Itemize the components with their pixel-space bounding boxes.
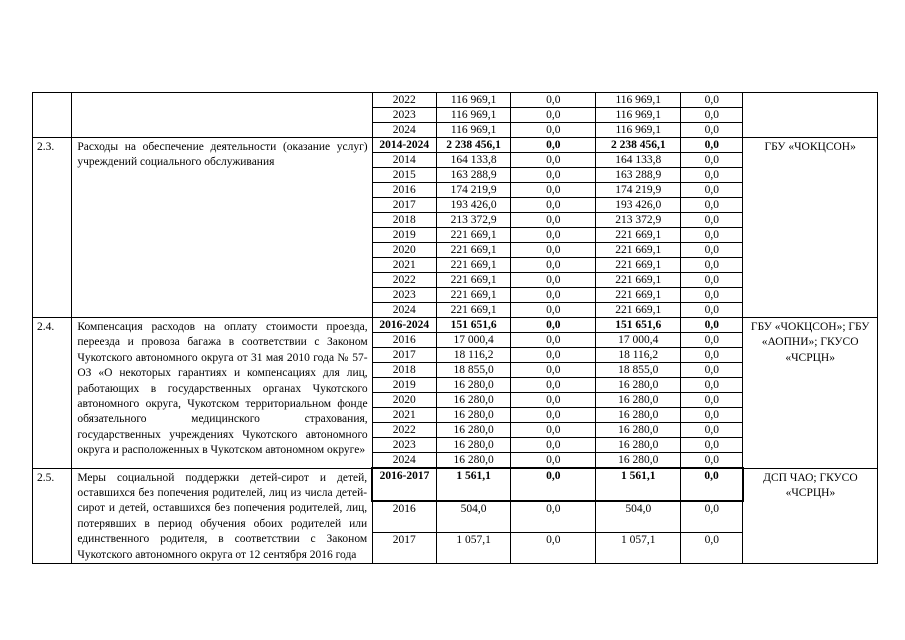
other-sources-cell: 0,0 [681, 243, 743, 258]
regional-budget-cell: 221 669,1 [596, 258, 681, 273]
regional-budget-cell: 16 280,0 [596, 453, 681, 469]
other-sources-cell: 0,0 [681, 213, 743, 228]
regional-budget-cell: 16 280,0 [596, 408, 681, 423]
other-sources-cell: 0,0 [681, 183, 743, 198]
federal-budget-cell: 0,0 [511, 108, 596, 123]
year-cell: 2023 [372, 288, 436, 303]
federal-budget-cell: 0,0 [511, 438, 596, 453]
regional-budget-cell: 151 651,6 [596, 318, 681, 333]
other-sources-cell: 0,0 [681, 303, 743, 318]
federal-budget-cell: 0,0 [511, 501, 596, 533]
year-cell: 2023 [372, 438, 436, 453]
federal-budget-cell: 0,0 [511, 378, 596, 393]
total-cell: 221 669,1 [436, 228, 511, 243]
total-cell: 1 561,1 [436, 468, 511, 501]
year-cell: 2024 [372, 453, 436, 469]
item-number [33, 93, 72, 138]
year-cell: 2014 [372, 153, 436, 168]
other-sources-cell: 0,0 [681, 348, 743, 363]
executor-cell: ГБУ «ЧОКЦСОН» [743, 138, 878, 318]
other-sources-cell: 0,0 [681, 123, 743, 138]
document-page [32, 92, 878, 564]
total-cell: 151 651,6 [436, 318, 511, 333]
total-cell: 193 426,0 [436, 198, 511, 213]
total-cell: 16 280,0 [436, 453, 511, 469]
federal-budget-cell: 0,0 [511, 153, 596, 168]
federal-budget-cell: 0,0 [511, 393, 596, 408]
year-cell: 2022 [372, 273, 436, 288]
executor-cell: ДСП ЧАО; ГКУСО «ЧСРЦН» [743, 468, 878, 563]
regional-budget-cell: 17 000,4 [596, 333, 681, 348]
other-sources-cell: 0,0 [681, 438, 743, 453]
regional-budget-cell: 221 669,1 [596, 273, 681, 288]
total-cell: 16 280,0 [436, 408, 511, 423]
other-sources-cell: 0,0 [681, 93, 743, 108]
year-cell: 2023 [372, 108, 436, 123]
federal-budget-cell: 0,0 [511, 183, 596, 198]
year-cell: 2017 [372, 198, 436, 213]
year-cell: 2020 [372, 393, 436, 408]
other-sources-cell: 0,0 [681, 378, 743, 393]
year-cell: 2019 [372, 378, 436, 393]
federal-budget-cell: 0,0 [511, 258, 596, 273]
total-cell: 1 057,1 [436, 533, 511, 564]
year-cell: 2018 [372, 213, 436, 228]
other-sources-cell: 0,0 [681, 108, 743, 123]
item-description: Компенсация расходов на оплату стоимости проезда, переезда и провоза багажа в соответствии с Законом Чукотского автономного округа от 31 мая 2010 года № 57-ОЗ «О некоторых гарантиях и компенсациях для лиц, работающих в государственных органах Чукотского автономного округа, Чукотском территориальном фонде обязательного медицинского страхования, государственных учреждениях Чукотского автономного округа и расположенных в Чукотском автономном округе» [72, 318, 372, 469]
year-cell: 2016 [372, 333, 436, 348]
other-sources-cell: 0,0 [681, 423, 743, 438]
total-cell: 221 669,1 [436, 288, 511, 303]
total-cell: 164 133,8 [436, 153, 511, 168]
regional-budget-cell: 221 669,1 [596, 303, 681, 318]
total-cell: 18 855,0 [436, 363, 511, 378]
regional-budget-cell: 213 372,9 [596, 213, 681, 228]
total-cell: 17 000,4 [436, 333, 511, 348]
other-sources-cell: 0,0 [681, 408, 743, 423]
year-cell: 2015 [372, 168, 436, 183]
total-cell: 116 969,1 [436, 93, 511, 108]
federal-budget-cell: 0,0 [511, 123, 596, 138]
other-sources-cell: 0,0 [681, 501, 743, 533]
total-cell: 16 280,0 [436, 393, 511, 408]
regional-budget-cell: 221 669,1 [596, 243, 681, 258]
federal-budget-cell: 0,0 [511, 533, 596, 564]
total-cell: 221 669,1 [436, 243, 511, 258]
total-cell: 163 288,9 [436, 168, 511, 183]
year-cell: 2016-2024 [372, 318, 436, 333]
regional-budget-cell: 116 969,1 [596, 123, 681, 138]
year-cell: 2021 [372, 408, 436, 423]
year-cell: 2021 [372, 258, 436, 273]
other-sources-cell: 0,0 [681, 198, 743, 213]
federal-budget-cell: 0,0 [511, 93, 596, 108]
federal-budget-cell: 0,0 [511, 363, 596, 378]
other-sources-cell: 0,0 [681, 228, 743, 243]
federal-budget-cell: 0,0 [511, 273, 596, 288]
other-sources-cell: 0,0 [681, 318, 743, 333]
total-cell: 116 969,1 [436, 108, 511, 123]
executor-cell: ГБУ «ЧОКЦСОН»; ГБУ «АОПНИ»; ГКУСО «ЧСРЦН» [743, 318, 878, 469]
other-sources-cell: 0,0 [681, 273, 743, 288]
item-description: Расходы на обеспечение деятельности (оказание услуг) учреждений социального обслуживания [72, 138, 372, 318]
federal-budget-cell: 0,0 [511, 333, 596, 348]
item-number: 2.5. [33, 468, 72, 563]
year-cell: 2022 [372, 423, 436, 438]
federal-budget-cell: 0,0 [511, 138, 596, 153]
federal-budget-cell: 0,0 [511, 303, 596, 318]
regional-budget-cell: 116 969,1 [596, 93, 681, 108]
federal-budget-cell: 0,0 [511, 468, 596, 501]
item-number: 2.3. [33, 138, 72, 318]
other-sources-cell: 0,0 [681, 168, 743, 183]
year-cell: 2016-2017 [372, 468, 436, 501]
year-cell: 2017 [372, 348, 436, 363]
federal-budget-cell: 0,0 [511, 453, 596, 469]
year-cell: 2016 [372, 183, 436, 198]
other-sources-cell: 0,0 [681, 363, 743, 378]
table-row-total [33, 138, 878, 153]
table-row-total [33, 468, 878, 501]
table-row-total [33, 318, 878, 333]
regional-budget-cell: 16 280,0 [596, 378, 681, 393]
regional-budget-cell: 16 280,0 [596, 423, 681, 438]
year-cell: 2014-2024 [372, 138, 436, 153]
regional-budget-cell: 1 561,1 [596, 468, 681, 501]
program-funding-table [32, 92, 878, 564]
federal-budget-cell: 0,0 [511, 198, 596, 213]
federal-budget-cell: 0,0 [511, 423, 596, 438]
total-cell: 16 280,0 [436, 438, 511, 453]
other-sources-cell: 0,0 [681, 138, 743, 153]
total-cell: 221 669,1 [436, 273, 511, 288]
federal-budget-cell: 0,0 [511, 408, 596, 423]
year-cell: 2022 [372, 93, 436, 108]
other-sources-cell: 0,0 [681, 453, 743, 469]
federal-budget-cell: 0,0 [511, 228, 596, 243]
other-sources-cell: 0,0 [681, 468, 743, 501]
regional-budget-cell: 221 669,1 [596, 288, 681, 303]
regional-budget-cell: 2 238 456,1 [596, 138, 681, 153]
other-sources-cell: 0,0 [681, 393, 743, 408]
table-row [33, 93, 878, 108]
regional-budget-cell: 1 057,1 [596, 533, 681, 564]
other-sources-cell: 0,0 [681, 288, 743, 303]
total-cell: 16 280,0 [436, 423, 511, 438]
year-cell: 2017 [372, 533, 436, 564]
regional-budget-cell: 16 280,0 [596, 393, 681, 408]
total-cell: 2 238 456,1 [436, 138, 511, 153]
federal-budget-cell: 0,0 [511, 318, 596, 333]
total-cell: 221 669,1 [436, 258, 511, 273]
total-cell: 504,0 [436, 501, 511, 533]
federal-budget-cell: 0,0 [511, 168, 596, 183]
regional-budget-cell: 116 969,1 [596, 108, 681, 123]
total-cell: 16 280,0 [436, 378, 511, 393]
total-cell: 221 669,1 [436, 303, 511, 318]
other-sources-cell: 0,0 [681, 258, 743, 273]
other-sources-cell: 0,0 [681, 533, 743, 564]
total-cell: 213 372,9 [436, 213, 511, 228]
year-cell: 2018 [372, 363, 436, 378]
federal-budget-cell: 0,0 [511, 243, 596, 258]
year-cell: 2016 [372, 501, 436, 533]
regional-budget-cell: 18 116,2 [596, 348, 681, 363]
regional-budget-cell: 193 426,0 [596, 198, 681, 213]
year-cell: 2024 [372, 123, 436, 138]
item-description [72, 93, 372, 138]
total-cell: 18 116,2 [436, 348, 511, 363]
federal-budget-cell: 0,0 [511, 213, 596, 228]
total-cell: 174 219,9 [436, 183, 511, 198]
year-cell: 2020 [372, 243, 436, 258]
total-cell: 116 969,1 [436, 123, 511, 138]
federal-budget-cell: 0,0 [511, 348, 596, 363]
other-sources-cell: 0,0 [681, 333, 743, 348]
regional-budget-cell: 18 855,0 [596, 363, 681, 378]
regional-budget-cell: 163 288,9 [596, 168, 681, 183]
executor-cell [743, 93, 878, 138]
other-sources-cell: 0,0 [681, 153, 743, 168]
regional-budget-cell: 504,0 [596, 501, 681, 533]
year-cell: 2019 [372, 228, 436, 243]
regional-budget-cell: 221 669,1 [596, 228, 681, 243]
item-description: Меры социальной поддержки детей-сирот и детей, оставшихся без попечения родителей, лиц из числа детей-сирот и детей, оставшихся без попечения родителей, лиц, потерявших в период обучения обоих родителей или единственного родителя, в соответствии с Законом Чукотского автономного округа от 12 сентября 2016 года [72, 468, 372, 563]
federal-budget-cell: 0,0 [511, 288, 596, 303]
regional-budget-cell: 164 133,8 [596, 153, 681, 168]
regional-budget-cell: 16 280,0 [596, 438, 681, 453]
item-number: 2.4. [33, 318, 72, 469]
year-cell: 2024 [372, 303, 436, 318]
regional-budget-cell: 174 219,9 [596, 183, 681, 198]
